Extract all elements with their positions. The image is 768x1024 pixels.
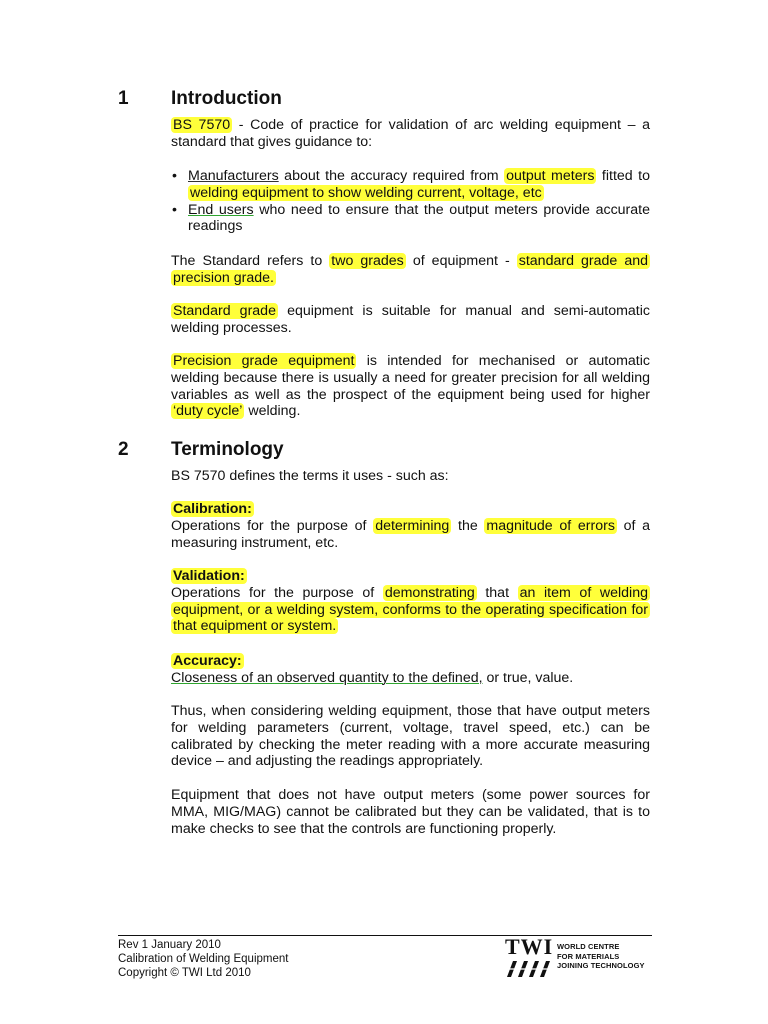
highlight-welding-equipment: welding equipment to show welding current, voltage, etc	[190, 184, 542, 201]
highlight-output-meters: output meters	[506, 168, 595, 184]
term-manufacturers: Manufacturers	[188, 168, 279, 184]
highlight-standard-grade: Standard grade	[173, 303, 276, 319]
calibration-heading: Calibration:	[173, 501, 252, 517]
p2-text-c: of equipment -	[405, 253, 517, 269]
terminology-paragraph-5: Thus, when considering welding equipment, those that have output meters for welding parameters (current, voltage, travel speed, etc.) can be calibrated by checking the meter reading with a more accurate measuring device – and adjusting the readings appropriately.	[171, 703, 650, 770]
logo-tagline-1: WORLD CENTRE	[557, 942, 620, 951]
logo-tagline-2: FOR MATERIALS	[557, 951, 620, 961]
accuracy-definition	[171, 653, 650, 687]
section-1-title: Introduction	[171, 88, 282, 109]
calibration-definition	[171, 501, 650, 551]
logo-stripes-icon	[505, 960, 553, 978]
accuracy-underlined: Closeness of an observed quantity to the defined,	[171, 669, 483, 686]
accuracy-text-b: or true, value.	[482, 669, 574, 686]
footer-info	[118, 938, 288, 980]
list-item	[171, 168, 650, 202]
validation-text-a: Operations for the purpose of	[171, 584, 383, 601]
highlight-grades: standard grade and precision grade.	[173, 253, 648, 286]
highlight-item-of-welding: an item of welding equipment, or a welding system, conforms to the operating specification for that equipment or system.	[173, 584, 648, 635]
highlight-duty-cycle: ‘duty cycle’	[173, 403, 243, 420]
logo-tagline	[557, 942, 645, 971]
p3-text: equipment is suitable for manual and semi-automatic welding processes.	[171, 303, 650, 336]
list-item	[171, 202, 650, 236]
bullet-icon: •	[172, 201, 177, 218]
guidance-list	[171, 168, 650, 235]
logo-wordmark: TWI	[505, 934, 554, 959]
section-1-number: 1	[118, 88, 129, 109]
highlight-precision-grade: Precision grade equipment	[173, 353, 355, 369]
calibration-text-e: of a measuring instrument, etc.	[171, 517, 651, 551]
validation-definition	[171, 568, 650, 635]
highlight-two-grades: two grades	[331, 253, 404, 269]
validation-heading: Validation:	[173, 568, 245, 584]
term-end-users: End users	[188, 201, 254, 218]
highlight-bs7570: BS 7570	[173, 117, 231, 133]
calibration-text-a: Operations for the purpose of	[171, 517, 374, 534]
highlight-magnitude-of-errors: magnitude of errors	[486, 517, 615, 534]
terminology-lead: BS 7570 defines the terms it uses - such as:	[171, 468, 449, 484]
bullet-1-text: about the accuracy required from	[278, 168, 505, 184]
p4-text: is intended for mechanised or automatic welding because there is usually a need for greater precision for all welding variables as well as the prospect of the equipment being used for higher	[171, 353, 650, 403]
validation-text-c: that	[476, 584, 518, 601]
footer-divider	[118, 935, 652, 936]
intro-paragraph-2	[171, 253, 650, 287]
twi-logo	[505, 934, 655, 980]
calibration-text-c: the	[451, 517, 485, 534]
bullet-2-text: who need to ensure that the output meters provide accurate readings	[188, 201, 650, 235]
section-2-title: Terminology	[171, 439, 284, 460]
footer-copyright: Copyright © TWI Ltd 2010	[118, 967, 251, 979]
accuracy-heading: Accuracy:	[173, 653, 242, 669]
bullet-icon: •	[172, 168, 177, 184]
highlight-determining: determining	[375, 517, 450, 534]
footer-revision: Rev 1 January 2010	[118, 939, 221, 951]
p2-text-a: The Standard refers to	[171, 253, 330, 269]
terminology-paragraph-6: Equipment that does not have output meters (some power sources for MMA, MIG/MAG) cannot be calibrated but they can be validated, that is to make checks to see that the controls are functioning properly.	[171, 787, 650, 837]
section-2-number: 2	[118, 439, 129, 460]
intro-paragraph-4	[171, 353, 650, 420]
footer-doc-title: Calibration of Welding Equipment	[118, 953, 289, 965]
p4-text-d: welding.	[244, 403, 301, 420]
intro-paragraph-3	[171, 303, 650, 337]
intro-paragraph-1-text: - Code of practice for validation of arc welding equipment – a standard that gives guidance to:	[171, 117, 651, 150]
intro-paragraph-1	[171, 117, 650, 151]
logo-tagline-3: JOINING TECHNOLOGY	[557, 961, 645, 970]
bullet-1-text-2: fitted to	[596, 168, 651, 184]
highlight-demonstrating: demonstrating	[384, 584, 475, 601]
